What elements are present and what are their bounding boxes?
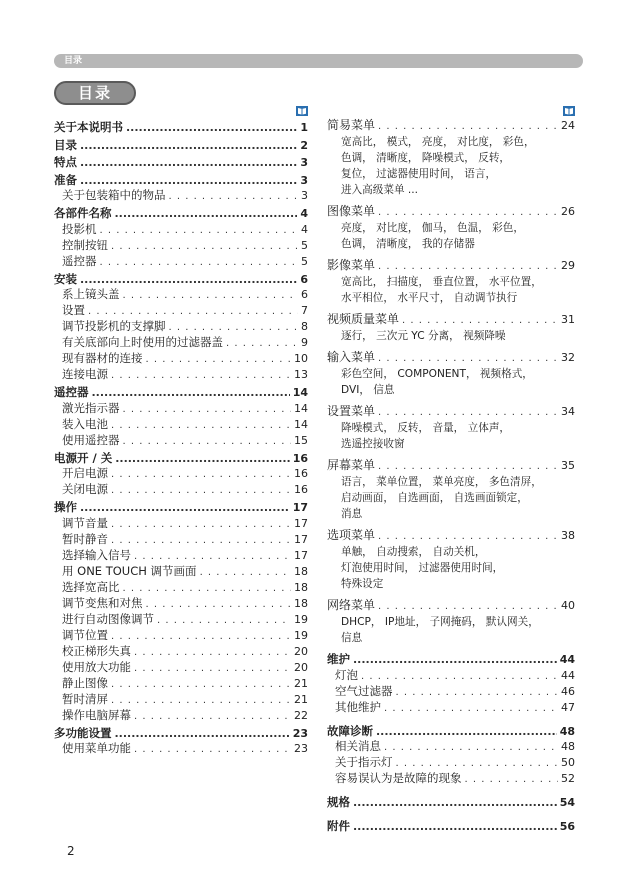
- menu-entry: [327, 404, 575, 452]
- toc-entry-page: 2: [300, 138, 308, 152]
- menu-subitems: 宽高比， 扫描度， 垂直位置， 水平位置，: [341, 276, 542, 288]
- menu-subitems: 色调， 清晰度， 我的存储器: [341, 238, 475, 250]
- toc-entry-title: 屏幕菜单: [327, 458, 376, 472]
- toc-entry-page: 18: [294, 564, 308, 578]
- toc-item[interactable]: [54, 335, 308, 351]
- menu-entry: [327, 204, 575, 252]
- toc-entry-page: 19: [294, 628, 308, 642]
- toc-item[interactable]: [54, 238, 308, 254]
- toc-item[interactable]: [54, 708, 308, 724]
- toc-heading[interactable]: [327, 652, 575, 668]
- dot-leader: [378, 459, 558, 474]
- toc-entry-page: 21: [294, 692, 308, 706]
- dot-leader: [111, 368, 291, 383]
- menu-subitems: 复位， 过滤器使用时间， 语言，: [341, 168, 497, 180]
- toc-entry-title: 简易菜单: [327, 118, 376, 132]
- toc-entry-title: 关闭电源: [62, 482, 108, 496]
- toc-item[interactable]: [54, 254, 308, 270]
- toc-item[interactable]: [54, 564, 308, 580]
- toc-heading[interactable]: [54, 138, 308, 154]
- toc-item[interactable]: [327, 204, 575, 220]
- toc-entry-page: 4: [301, 222, 308, 236]
- section-header-label: 目录: [64, 56, 83, 66]
- toc-entry-page: 13: [294, 368, 308, 381]
- menu-entry: [327, 258, 575, 306]
- dot-leader: [80, 155, 297, 171]
- toc-entry-title: 输入菜单: [327, 350, 376, 364]
- toc-entry-title: 网络菜单: [327, 598, 376, 612]
- menu-subitems: 消息: [341, 508, 363, 520]
- toc-entry-page: 3: [301, 189, 308, 202]
- dot-leader: [361, 669, 558, 684]
- dot-leader: [396, 685, 559, 700]
- toc-item[interactable]: [327, 528, 575, 544]
- menu-subitems: DVI， 信息: [341, 384, 395, 396]
- dot-leader: [100, 223, 299, 238]
- toc-entry-title: 选择输入信号: [62, 547, 131, 562]
- toc-entry-title: 进行自动图像调节: [62, 611, 154, 626]
- dot-leader: [111, 517, 291, 532]
- toc-entry-title: 关于包装箱中的物品: [62, 188, 166, 202]
- toc-item[interactable]: [54, 741, 308, 757]
- toc-entry-title: 遥控器: [54, 385, 89, 399]
- menu-subitems: 灯泡使用时间， 过滤器使用时间，: [341, 562, 504, 574]
- menu-entries: [327, 118, 575, 646]
- dot-leader: [123, 434, 292, 449]
- dot-leader: [115, 451, 289, 467]
- toc-tail-entries: [327, 652, 575, 834]
- toc-item[interactable]: [54, 319, 308, 335]
- toc-entry-page: 6: [301, 288, 308, 301]
- toc-entry-page: 31: [561, 313, 575, 326]
- toc-entry-title: 开启电源: [62, 466, 108, 480]
- dot-leader: [353, 795, 557, 811]
- toc-entry-title: 控制按钮: [62, 237, 108, 252]
- toc-item[interactable]: [54, 644, 308, 660]
- dot-leader: [80, 500, 290, 516]
- toc-entry-title: 调节音量: [62, 515, 108, 530]
- toc-entry-page: 16: [294, 483, 308, 496]
- toc-entry-title: 安装: [54, 271, 77, 286]
- dot-leader: [123, 288, 299, 303]
- dot-leader: [378, 119, 558, 134]
- menu-subitems: 色调， 清晰度， 降噪模式， 反转，: [341, 152, 511, 164]
- toc-heading[interactable]: [54, 500, 308, 516]
- menu-subitems: 单触， 自动搜索， 自动关机，: [341, 546, 486, 558]
- toc-entry-title: 故障诊断: [327, 723, 373, 738]
- toc-entry-title: 暂时静音: [62, 531, 108, 546]
- menu-subitems: 彩色空间， COMPONENT， 视频格式，: [341, 368, 533, 380]
- toc-entry-page: 3: [300, 156, 308, 169]
- dot-leader: [169, 320, 299, 335]
- dot-leader: [88, 304, 298, 319]
- dot-leader: [134, 709, 291, 724]
- toc-entry-page: 6: [300, 272, 308, 286]
- toc-item[interactable]: [54, 222, 308, 238]
- toc-item[interactable]: [327, 118, 575, 134]
- toc-entry-page: 5: [301, 254, 308, 268]
- toc-entry-title: 调节位置: [62, 627, 108, 642]
- menu-entry: [327, 458, 575, 522]
- dot-leader: [92, 385, 290, 401]
- toc-item[interactable]: [54, 580, 308, 596]
- toc-item[interactable]: [327, 739, 575, 755]
- toc-entry-page: 26: [561, 205, 575, 218]
- dot-leader: [378, 599, 558, 614]
- toc-item[interactable]: [327, 598, 575, 614]
- menu-subitems: 宽高比， 模式， 亮度， 对比度， 彩色，: [341, 136, 535, 148]
- menu-subitems: 特殊设定: [341, 578, 384, 590]
- dot-leader: [353, 652, 557, 668]
- toc-entry-page: 3: [300, 173, 308, 187]
- menu-entry: [327, 312, 575, 344]
- toc-right-column: [327, 118, 575, 834]
- toc-entry-page: 20: [294, 644, 308, 658]
- dot-leader: [100, 255, 299, 270]
- dot-leader: [111, 693, 291, 708]
- dot-leader: [378, 405, 558, 420]
- toc-entry-page: 18: [294, 580, 308, 594]
- dot-leader: [353, 819, 557, 835]
- toc-entry-page: 4: [300, 207, 308, 220]
- dot-leader: [402, 313, 558, 328]
- toc-entry-title: 选择宽高比: [62, 579, 120, 594]
- toc-entry-title: 调节变焦和对焦: [62, 595, 143, 610]
- toc-entry-page: 23: [292, 726, 308, 740]
- toc-entry-page: 1: [300, 121, 308, 134]
- toc-entry-page: 9: [301, 336, 308, 349]
- dot-leader: [80, 173, 297, 189]
- toc-entry-page: 5: [301, 238, 308, 252]
- toc-entry-page: 21: [294, 676, 308, 690]
- toc-entry-title: 电源开 / 关: [54, 450, 113, 465]
- toc-entry-title: 连接电源: [62, 367, 108, 381]
- toc-entry-title: 视频质量菜单: [327, 312, 400, 326]
- dot-leader: [111, 483, 291, 498]
- dot-leader: [465, 772, 559, 787]
- toc-left-column: [54, 118, 308, 757]
- dot-leader: [134, 742, 291, 757]
- dot-leader: [126, 120, 297, 136]
- dot-leader: [123, 581, 292, 596]
- dot-leader: [111, 418, 291, 433]
- toc-heading[interactable]: [327, 724, 575, 740]
- dot-leader: [111, 677, 291, 692]
- dot-leader: [226, 336, 298, 351]
- dot-leader: [378, 351, 558, 366]
- dot-leader: [115, 206, 298, 222]
- toc-entry-title: 维护: [327, 652, 350, 666]
- toc-entry-page: 17: [292, 501, 308, 514]
- toc-heading[interactable]: [54, 206, 308, 222]
- toc-entry-page: 24: [561, 119, 575, 132]
- dot-leader: [134, 549, 291, 564]
- toc-entry-page: 16: [294, 467, 308, 480]
- dot-leader: [378, 205, 558, 220]
- toc-entry-title: 使用菜单功能: [62, 741, 131, 755]
- toc-entry-page: 35: [561, 459, 575, 472]
- dot-leader: [378, 259, 558, 274]
- toc-heading[interactable]: [327, 795, 575, 811]
- toc-item[interactable]: [54, 628, 308, 644]
- toc-entry-page: 52: [561, 772, 575, 785]
- toc-entry-title: 容易误认为是故障的现象: [335, 771, 462, 785]
- toc-entry-title: 其他维护: [335, 699, 381, 714]
- toc-item[interactable]: [327, 668, 575, 684]
- toc-entry-title: 图像菜单: [327, 204, 376, 218]
- menu-subitems: DHCP， IP地址， 子网掩码， 默认网关，: [341, 616, 539, 628]
- menu-entry: [327, 118, 575, 198]
- toc-entry-page: 44: [559, 653, 575, 666]
- toc-entry-page: 50: [561, 756, 575, 769]
- toc-heading[interactable]: [54, 272, 308, 288]
- toc-entry-page: 17: [294, 532, 308, 546]
- toc-heading[interactable]: [54, 451, 308, 467]
- book-icon: [563, 106, 575, 116]
- toc-entry-page: 14: [294, 417, 308, 431]
- menu-subitems: 启动画面， 自选画面， 自选画面锁定，: [341, 492, 528, 504]
- toc-item[interactable]: [327, 350, 575, 366]
- menu-entry: [327, 350, 575, 398]
- toc-entry-page: 46: [561, 684, 575, 698]
- toc-entry-page: 34: [561, 405, 575, 418]
- toc-item[interactable]: [54, 532, 308, 548]
- toc-entry-title: 关于指示灯: [335, 755, 393, 769]
- toc-item[interactable]: [327, 771, 575, 787]
- toc-heading[interactable]: [54, 726, 308, 742]
- section-header-bar: [54, 54, 583, 68]
- toc-item[interactable]: [54, 482, 308, 498]
- menu-entry: [327, 598, 575, 646]
- toc-entry-page: 54: [559, 796, 575, 809]
- toc-entry-title: 各部件名称: [54, 206, 112, 220]
- toc-entry-title: 相关消息: [335, 739, 381, 753]
- dot-leader: [111, 467, 291, 482]
- toc-heading[interactable]: [54, 120, 308, 136]
- dot-leader: [134, 645, 291, 660]
- toc-entry-page: 19: [294, 612, 308, 626]
- menu-subitems: 逐行， 三次元 YC 分离， 视频降噪: [341, 330, 506, 342]
- toc-entry-page: 10: [294, 352, 308, 365]
- toc-entry-title: 设置: [62, 303, 85, 317]
- menu-subitems: 降噪模式， 反转， 音量， 立体声，: [341, 422, 511, 434]
- toc-entry-title: 规格: [327, 795, 350, 809]
- toc-heading[interactable]: [54, 155, 308, 171]
- menu-subitems: 亮度， 对比度， 伽马， 色温， 彩色，: [341, 222, 524, 234]
- page-title: [54, 81, 136, 105]
- dot-leader: [384, 740, 558, 755]
- toc-entry-title: 调节投影机的支撑脚: [62, 319, 166, 333]
- toc-item[interactable]: [327, 684, 575, 700]
- menu-subitems: 水平相位， 水平尺寸， 自动调节执行: [341, 292, 518, 304]
- toc-entry-title: 准备: [54, 172, 77, 187]
- toc-entry-page: 17: [294, 516, 308, 530]
- toc-entry-title: 多功能设置: [54, 725, 112, 740]
- toc-item[interactable]: [54, 401, 308, 417]
- menu-entry: [327, 528, 575, 592]
- toc-item[interactable]: [54, 367, 308, 383]
- toc-item[interactable]: [54, 596, 308, 612]
- toc-item[interactable]: [54, 660, 308, 676]
- dot-leader: [378, 529, 558, 544]
- toc-entry-page: 32: [561, 351, 575, 364]
- toc-entry-title: 特点: [54, 155, 77, 169]
- page-number: 2: [67, 844, 75, 858]
- toc-item[interactable]: [327, 458, 575, 474]
- toc-entry-page: 16: [292, 451, 308, 465]
- toc-entry-page: 22: [294, 708, 308, 722]
- book-icon: [296, 106, 308, 116]
- toc-entry-title: 操作电脑屏幕: [62, 707, 131, 722]
- toc-heading[interactable]: [54, 173, 308, 189]
- toc-entry-page: 56: [559, 819, 575, 833]
- toc-entry-page: 14: [294, 401, 308, 415]
- dot-leader: [384, 701, 558, 716]
- toc-heading[interactable]: [54, 385, 308, 401]
- menu-subitems: 语言， 菜单位置， 菜单亮度， 多色清屏，: [341, 476, 542, 488]
- toc-item[interactable]: [327, 312, 575, 328]
- toc-item[interactable]: [54, 612, 308, 628]
- toc-entry-title: 关于本说明书: [54, 120, 123, 134]
- dot-leader: [157, 613, 291, 628]
- toc-entry-title: 装入电池: [62, 416, 108, 431]
- toc-entry-page: 40: [561, 599, 575, 612]
- toc-entry-title: 遥控器: [62, 253, 97, 268]
- dot-leader: [169, 189, 299, 204]
- toc-entry-title: 空气过滤器: [335, 683, 393, 698]
- toc-entry-page: 20: [294, 660, 308, 674]
- dot-leader: [80, 138, 297, 154]
- toc-entry-title: 暂时清屏: [62, 691, 108, 706]
- dot-leader: [80, 272, 297, 288]
- toc-entry-page: 7: [301, 304, 308, 317]
- dot-leader: [134, 661, 291, 676]
- toc-item[interactable]: [54, 466, 308, 482]
- toc-entry-page: 17: [294, 548, 308, 562]
- toc-entry-title: 设置菜单: [327, 404, 376, 418]
- toc-entry-title: 目录: [54, 137, 77, 152]
- dot-leader: [111, 533, 291, 548]
- toc-entry-title: 使用放大功能: [62, 659, 131, 674]
- toc-entry-title: 系上镜头盖: [62, 287, 120, 301]
- menu-subitems: 信息: [341, 632, 363, 644]
- toc-item[interactable]: [327, 755, 575, 771]
- toc-item[interactable]: [54, 516, 308, 532]
- toc-entry-title: 选项菜单: [327, 528, 376, 542]
- toc-entry-title: 静止图像: [62, 675, 108, 690]
- toc-entry-page: 48: [559, 724, 575, 738]
- toc-item[interactable]: [54, 287, 308, 303]
- dot-leader: [376, 724, 557, 740]
- toc-item[interactable]: [54, 188, 308, 204]
- dot-leader: [111, 239, 298, 254]
- toc-item[interactable]: [327, 258, 575, 274]
- toc-entry-page: 15: [294, 433, 308, 447]
- toc-entry-page: 29: [561, 259, 575, 272]
- dot-leader: [146, 597, 292, 612]
- toc-item[interactable]: [54, 417, 308, 433]
- toc-entry-title: 附件: [327, 818, 350, 833]
- toc-item[interactable]: [54, 548, 308, 564]
- toc-entry-page: 18: [294, 596, 308, 610]
- toc-item[interactable]: [54, 303, 308, 319]
- toc-entry-page: 48: [561, 740, 575, 753]
- toc-entry-title: 有关底部向上时使用的过滤器盖: [62, 335, 223, 349]
- toc-heading[interactable]: [327, 819, 575, 835]
- toc-entry-page: 38: [561, 529, 575, 542]
- toc-entry-title: 投影机: [62, 221, 97, 236]
- toc-entry-page: 47: [561, 700, 575, 714]
- toc-entry-page: 44: [561, 668, 575, 682]
- toc-entry-title: 用 ONE TOUCH 调节画面: [62, 563, 197, 578]
- toc-entry-title: 操作: [54, 500, 77, 514]
- toc-entry-page: 14: [292, 386, 308, 399]
- toc-entry-title: 使用遥控器: [62, 432, 120, 447]
- toc-entry-title: 灯泡: [335, 667, 358, 682]
- toc-entry-title: 激光指示器: [62, 400, 120, 415]
- dot-leader: [200, 565, 291, 580]
- toc-entry-page: 8: [301, 320, 308, 333]
- toc-item[interactable]: [54, 676, 308, 692]
- dot-leader: [396, 756, 559, 771]
- dot-leader: [146, 352, 292, 367]
- toc-entry-page: 23: [294, 742, 308, 755]
- menu-subitems: 选遥控接收窗: [341, 438, 405, 450]
- toc-entry-title: 影像菜单: [327, 258, 376, 272]
- toc-item[interactable]: [327, 700, 575, 716]
- toc-item[interactable]: [327, 404, 575, 420]
- dot-leader: [111, 629, 291, 644]
- toc-item[interactable]: [54, 351, 308, 367]
- toc-item[interactable]: [54, 692, 308, 708]
- toc-entry-title: 现有器材的连接: [62, 351, 143, 365]
- dot-leader: [123, 402, 292, 417]
- page-title-text: 目录: [77, 84, 112, 102]
- menu-subitems: 进入高级菜单 ...: [341, 184, 419, 196]
- dot-leader: [115, 726, 290, 742]
- toc-item[interactable]: [54, 433, 308, 449]
- toc-entry-title: 校正梯形失真: [62, 643, 131, 658]
